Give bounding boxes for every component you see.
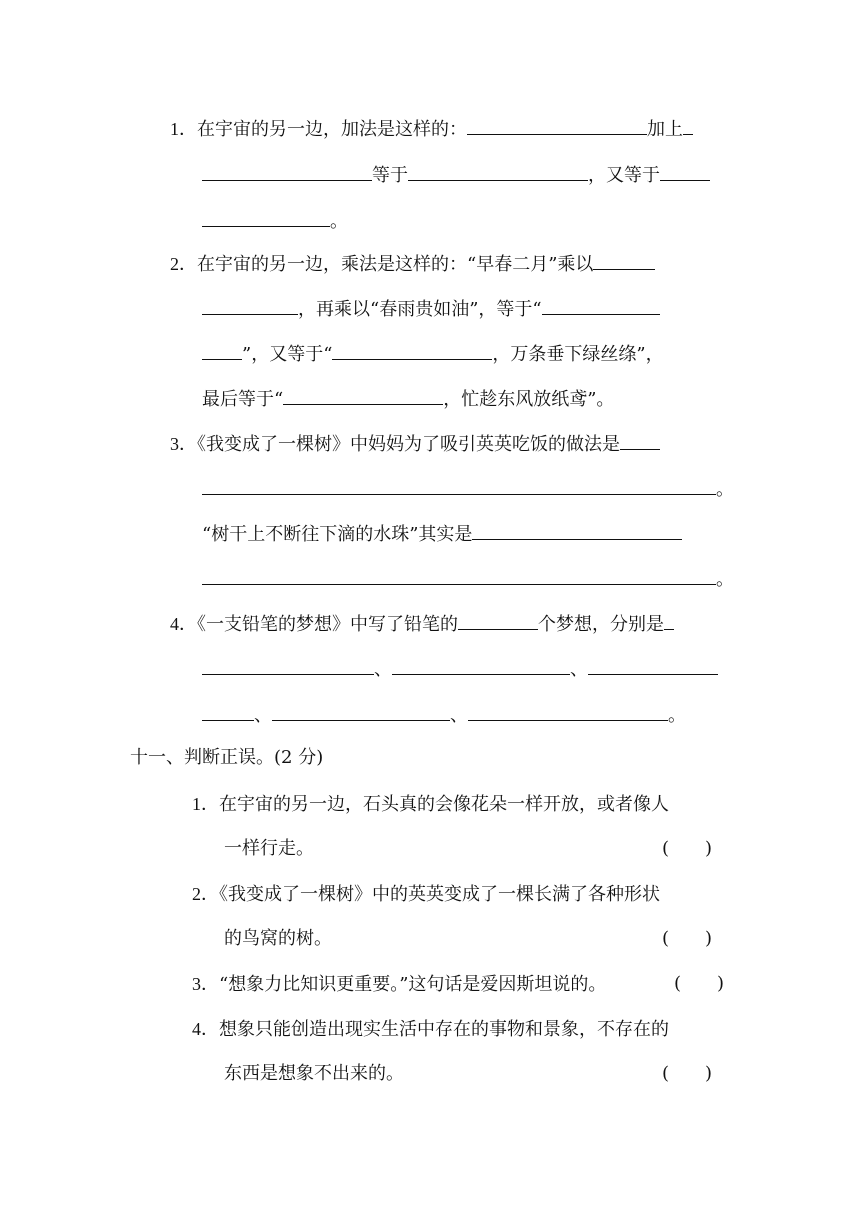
q3-text-2: “树干上不断往下滴的水珠”其实是 (202, 524, 473, 545)
q1-end: 。 (330, 211, 348, 232)
q3-end-2: 。 (716, 569, 734, 590)
judge-item-3-number: 3． (192, 974, 219, 994)
q2-text-2: ，再乘以“春雨贵如油”，等于“ (298, 299, 542, 320)
q1-blank-2a[interactable] (683, 116, 693, 135)
q1-number: 1． (170, 119, 197, 139)
q2-blank-4[interactable] (283, 386, 443, 405)
q4-end: 。 (668, 705, 686, 726)
q4-blank-5[interactable] (272, 702, 450, 721)
q2-blank-1b[interactable] (202, 296, 298, 315)
judge-item-4-line-1 (192, 1017, 669, 1042)
q1-blank-2b[interactable] (202, 162, 372, 181)
q1-blank-1[interactable] (467, 116, 647, 135)
q4-blank-2a[interactable] (664, 611, 674, 630)
q4-line-3 (202, 702, 686, 728)
judge-item-4-answer[interactable]: ( ) (662, 1063, 713, 1084)
q2-text-4: ，万条垂下绿丝绦”， (492, 344, 664, 365)
q2-blank-3[interactable] (332, 341, 492, 360)
q2-text-5: 最后等于“ (202, 389, 284, 410)
judge-item-1-line-2: 一样行走。 (224, 838, 314, 859)
q4-blank-1[interactable] (458, 611, 538, 630)
q1-text-3: 等于 (372, 165, 408, 186)
q2-blank-1a[interactable] (593, 251, 655, 270)
q2-line-4 (202, 386, 614, 412)
q2-blank-2a[interactable] (542, 296, 660, 315)
q1-line-1 (170, 116, 693, 142)
q4-line-2 (202, 656, 718, 682)
q1-line-3 (202, 208, 348, 234)
q2-text-3: ”，又等于“ (242, 344, 333, 365)
q4-text-2: 个梦想，分别是 (538, 614, 664, 635)
q4-number: 4． (170, 614, 197, 634)
q1-text-2: 加上 (647, 119, 683, 140)
judge-item-1-line-1 (192, 792, 669, 817)
q3-end-1: 。 (716, 479, 734, 500)
judge-item-3-line-1 (192, 972, 606, 997)
judge-item-3-text: “想象力比知识更重要。”这句话是爱因斯坦说的。 (219, 974, 607, 995)
judge-item-3-answer[interactable]: ( ) (674, 973, 725, 994)
judge-item-4-line-2: 东西是想象不出来的。 (224, 1063, 404, 1084)
q2-number: 2． (170, 254, 197, 274)
q4-sep-3: 、 (254, 705, 272, 726)
judge-item-2-line-1 (192, 882, 660, 907)
judge-item-2-line-2: 的鸟窝的树。 (224, 928, 332, 949)
q3-blank-1a[interactable] (620, 431, 660, 450)
q1-blank-4a[interactable] (660, 162, 710, 181)
q4-line-1 (170, 611, 674, 637)
q4-text-1: 《一支铅笔的梦想》中写了铅笔的 (197, 614, 458, 635)
q3-blank-2a[interactable] (472, 521, 682, 540)
q3-line-1 (170, 431, 660, 457)
section-11-heading: 十一、判断正误。(2 分) (130, 747, 324, 768)
judge-item-1-number: 1． (192, 794, 219, 814)
q1-text-4: ，又等于 (588, 165, 660, 186)
q4-blank-3[interactable] (392, 656, 570, 675)
q4-blank-6[interactable] (468, 702, 668, 721)
judge-item-2-number: 2． (192, 884, 219, 904)
judge-item-4-number: 4． (192, 1019, 219, 1039)
judge-item-1-answer[interactable]: ( ) (662, 838, 713, 859)
q4-sep-4: 、 (450, 705, 468, 726)
q3-line-2 (202, 476, 734, 502)
q2-blank-2b[interactable] (202, 341, 242, 360)
q4-sep-2: 、 (570, 659, 588, 680)
q3-number: 3． (170, 434, 197, 454)
q3-line-3 (202, 521, 682, 547)
q3-text-1: 《我变成了一棵树》中妈妈为了吸引英英吃饭的做法是 (197, 434, 620, 455)
q4-blank-4a[interactable] (588, 656, 718, 675)
q4-blank-4b[interactable] (202, 702, 254, 721)
q3-line-4 (202, 566, 734, 592)
q1-blank-3[interactable] (408, 162, 588, 181)
q2-line-3 (202, 341, 664, 367)
q4-blank-2b[interactable] (202, 656, 374, 675)
q2-line-1 (170, 251, 655, 277)
q3-blank-2b[interactable] (202, 566, 716, 585)
judge-item-2-text: 《我变成了一棵树》中的英英变成了一棵长满了各种形状 (219, 884, 660, 905)
q3-blank-1b[interactable] (202, 476, 716, 495)
judge-item-4-text: 想象只能创造出现实生活中存在的事物和景象，不存在的 (219, 1019, 669, 1040)
q2-text-1: 在宇宙的另一边，乘法是这样的：“早春二月”乘以 (197, 254, 594, 275)
q1-line-2 (202, 162, 710, 188)
judge-item-2-answer[interactable]: ( ) (662, 928, 713, 949)
judge-item-1-text: 在宇宙的另一边，石头真的会像花朵一样开放，或者像人 (219, 794, 669, 815)
q2-text-6: ，忙趁东风放纸鸢”。 (443, 389, 615, 410)
q2-line-2 (202, 296, 660, 322)
q1-blank-4b[interactable] (202, 208, 330, 227)
q4-sep-1: 、 (374, 659, 392, 680)
q1-text-1: 在宇宙的另一边，加法是这样的： (197, 119, 467, 140)
